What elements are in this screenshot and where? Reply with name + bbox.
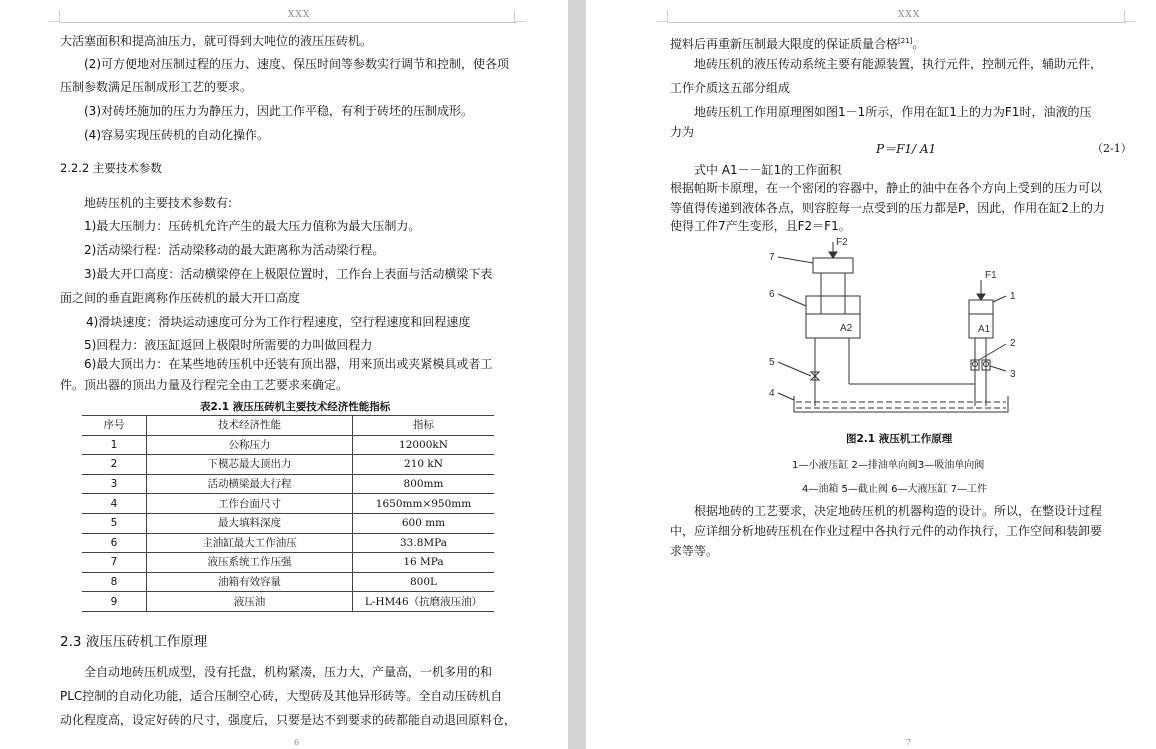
table-caption: 表2.1 液压压砖机主要技术经济性能指标: [200, 401, 391, 413]
body-line: (4)容易实现压砖机的自动化操作。: [84, 128, 269, 142]
table-row: [82, 474, 494, 494]
table-cell: 2: [82, 455, 147, 475]
force-f1-arrowhead: [977, 294, 985, 300]
body-line: 6)最大顶出力：在某些地砖压机中还装有顶出器，用来顶出或夹紧模具或者工: [84, 357, 493, 371]
body-line: 动化程度高，设定好砖的尺寸，强度后，只要是达不到要求的砖都能自动退回原料仓，: [60, 713, 517, 727]
table-cell: 33.8MPa: [353, 533, 495, 553]
body-line: 式中 A1－－缸1的工作面积: [694, 163, 842, 177]
leader-line: [778, 362, 811, 376]
leader-line: [778, 393, 794, 400]
table-cell: 800L: [353, 572, 495, 592]
table-cell: 210 kN: [353, 455, 495, 475]
document-page-left: [0, 0, 568, 749]
table-row: [82, 455, 494, 475]
diagram-label: A1: [978, 324, 991, 335]
table-cell: 12000kN: [353, 435, 495, 455]
body-line: 地砖压机的液压传动系统主要有能源装置，执行元件，控制元件，辅助元件，: [694, 57, 1103, 71]
table-cell: 16 MPa: [353, 553, 495, 573]
body-line: 3)最大开口高度：活动横梁停在上极限位置时，工作台上表面与活动横梁下表: [84, 267, 493, 281]
body-line: 求等等。: [670, 544, 719, 558]
body-line: (3)对砖坯施加的压力为静压力，因此工作平稳，有利于砖坯的压制成形。: [84, 104, 474, 118]
table-row: [82, 513, 494, 533]
leader-line: [990, 366, 1006, 371]
table-cell: 3: [82, 474, 147, 494]
table-row: [82, 592, 494, 612]
formula-number: （2-1）: [1092, 142, 1132, 155]
body-line: PLC控制的自动化功能，适合压制空心砖，大型砖及其他异形砖等。全自动压砖机自: [60, 689, 503, 703]
table-cell: 液压油: [147, 592, 353, 612]
diagram-label: 4: [769, 388, 775, 399]
spec-table: [82, 415, 494, 612]
table-cell: 4: [82, 494, 147, 514]
table-cell: 公称压力: [147, 435, 353, 455]
table-cell: 液压系统工作压强: [147, 553, 353, 573]
table-header-cell: 序号: [82, 416, 147, 436]
table-row: [82, 494, 494, 514]
diagram-label: 3: [1010, 369, 1016, 380]
table-cell: 下模芯最大顶出力: [147, 455, 353, 475]
body-text: 。: [912, 37, 925, 51]
table-cell: 8: [82, 572, 147, 592]
margin-corner-mark: [48, 10, 60, 22]
leader-line: [778, 294, 806, 306]
body-line: 力为: [670, 125, 695, 139]
table-cell: 工作台面尺寸: [147, 494, 353, 514]
figure-legend: 4—油箱 5—截止阀 6—大液压缸 7—工件: [802, 484, 987, 495]
document-page-right: [586, 0, 1156, 749]
table-cell: 800mm: [353, 474, 495, 494]
body-line: 5)回程力：液压缸返回上极限时所需要的力叫做回程力: [84, 338, 373, 352]
header-rule: [668, 22, 1126, 23]
page-gutter: [568, 0, 586, 749]
table-cell: 活动横梁最大行程: [147, 474, 353, 494]
leader-line: [993, 296, 1006, 302]
page-number: 7: [906, 738, 912, 747]
body-line: 地砖压机的主要技术参数有:: [84, 196, 233, 210]
diagram-label: A2: [840, 323, 853, 334]
table-row: [82, 572, 494, 592]
diagram-label: 6: [769, 289, 775, 300]
citation: [21]: [898, 37, 913, 45]
body-line: 2)活动梁行程：活动梁移动的最大距离称为活动梁行程。: [84, 243, 385, 257]
table-cell: 9: [82, 592, 147, 612]
diagram-label: F2: [836, 237, 848, 248]
page-number: 6: [294, 738, 300, 747]
body-line: 地砖压机工作用原理图如图1－1所示，作用在缸1上的力为F1时，油液的压: [694, 105, 1092, 119]
table-header-cell: 技术经济性能: [147, 416, 353, 436]
body-line: 中，应详细分析地砖压机在作业过程中各执行元件的动作执行，工作空间和装卸要: [670, 524, 1103, 538]
body-line: 使得工件7产生变形，且F2＝F1。: [670, 219, 851, 233]
table-cell: 最大填料深度: [147, 513, 353, 533]
body-line: 1)最大压制力：压砖机允许产生的最大压力值称为最大压制力。: [84, 219, 421, 233]
table-cell: L-HM46（抗磨液压油）: [353, 592, 495, 612]
body-line: 大活塞面积和提高油压力，就可得到大吨位的液压压砖机。: [60, 34, 373, 48]
diagram-label: 7: [769, 252, 775, 263]
force-f2-arrowhead: [829, 252, 837, 258]
diagram-label: F1: [985, 270, 997, 281]
body-line: 工作介质这五部分组成: [670, 81, 791, 95]
leader-line: [778, 257, 813, 263]
workpiece-7: [813, 258, 853, 273]
figure-legend: 1—小液压缸 2—排油单向阀3—吸油单向阀: [792, 460, 985, 471]
body-line: (2)可方便地对压制过程的压力、速度、保压时间等参数实行调节和控制，使各项: [84, 57, 510, 71]
table-header-cell: 指标: [353, 416, 495, 436]
table-row: [82, 435, 494, 455]
formula: P＝F1/ A1: [876, 142, 937, 156]
header-rule: [60, 22, 516, 23]
figure-caption: 图2.1 液压机工作原理: [846, 433, 953, 445]
body-line: [670, 34, 924, 51]
body-line: 压制参数满足压制成形工艺的要求。: [60, 80, 253, 94]
body-line: 面之间的垂直距离称作压砖机的最大开口高度: [60, 291, 301, 305]
body-line: 等值得传递到液体各点，则容腔每一点受到的压力都是P，因此，作用在缸2上的力: [670, 201, 1105, 215]
body-line: 4)滑块速度：滑块运动速度可分为工作行程速度，空行程速度和回程速度: [86, 315, 471, 329]
table-cell: 6: [82, 533, 147, 553]
table-cell: 1: [82, 435, 147, 455]
table-cell: 600 mm: [353, 513, 495, 533]
diagram-label: 5: [769, 357, 775, 368]
body-line: 件。顶出器的顶出力量及行程完全由工艺要求来确定。: [60, 378, 349, 392]
margin-corner-mark: [1124, 10, 1136, 22]
table-cell: 主油缸最大工作油压: [147, 533, 353, 553]
diagram-label: 1: [1010, 291, 1016, 302]
hydraulic-press-diagram: [766, 236, 1036, 426]
table-header-row: [82, 416, 494, 436]
table-row: [82, 553, 494, 573]
body-line: 根据帕斯卡原理，在一个密闭的容器中，静止的油中在各个方向上受到的压力可以: [670, 181, 1103, 195]
table-cell: 5: [82, 513, 147, 533]
table-row: [82, 533, 494, 553]
table-cell: 油箱有效容量: [147, 572, 353, 592]
body-text: 搅料后再重新压制最大限度的保证质量合格: [670, 37, 899, 51]
body-line: 根据地砖的工艺要求，决定地砖压机的机器构造的设计。所以，在整设计过程: [694, 504, 1103, 518]
margin-corner-mark: [514, 10, 526, 22]
section-heading: 2.3 液压压砖机工作原理: [60, 634, 208, 650]
table-cell: 1650mm×950mm: [353, 494, 495, 514]
table-cell: 7: [82, 553, 147, 573]
page-header: XXX: [288, 10, 311, 20]
oil-tank-4: [794, 396, 1008, 412]
margin-corner-mark: [656, 10, 668, 22]
diagram-label: 2: [1010, 338, 1016, 349]
section-heading: 2.2.2 主要技术参数: [60, 161, 162, 175]
page-header: XXX: [898, 10, 921, 20]
body-line: 全自动地砖压机成型，没有托盘，机构紧凑，压力大，产量高，一机多用的和: [84, 665, 493, 679]
leader-line: [979, 344, 1006, 360]
